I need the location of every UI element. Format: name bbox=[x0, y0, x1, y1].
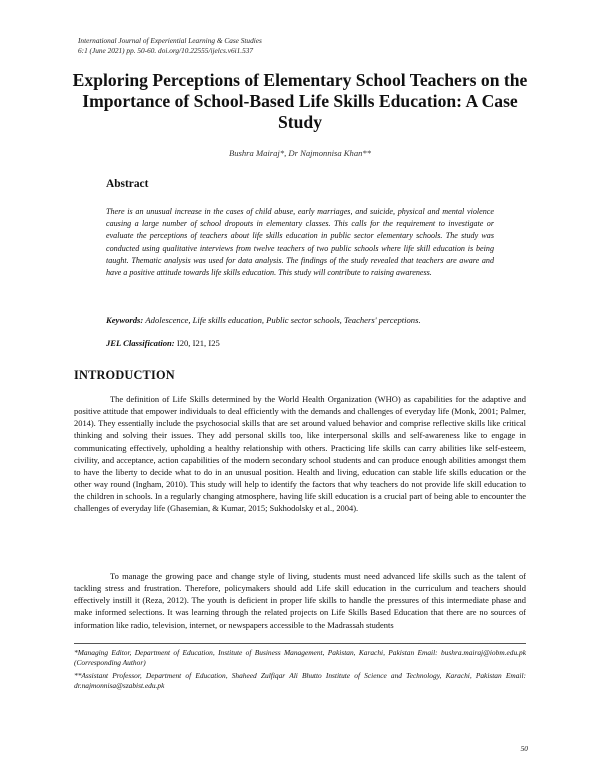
page-number: 50 bbox=[520, 744, 528, 753]
journal-name: International Journal of Experiential Learning & Case Studies bbox=[78, 36, 262, 45]
footnote-author-2: **Assistant Professor, Department of Education, Shaheed Zulfiqar Ali Bhutto Institute of Science and Technology, Karachi, Pakistan Email: dr.najmonnisa@szabist.edu.pk bbox=[74, 670, 526, 691]
footnote-divider bbox=[74, 643, 526, 644]
keywords bbox=[106, 314, 494, 326]
jel-classification bbox=[106, 337, 494, 349]
introduction-paragraph-2 bbox=[74, 570, 526, 631]
jel-label: JEL Classification: bbox=[106, 338, 175, 348]
paper-title: Exploring Perceptions of Elementary School Teachers on the Importance of School-Based Life Skills Education: A Case Study bbox=[72, 70, 528, 132]
abstract-heading: Abstract bbox=[106, 178, 149, 190]
jel-value: I20, I21, I25 bbox=[176, 338, 220, 348]
keywords-label: Keywords: bbox=[106, 315, 144, 325]
author-line: Bushra Mairaj*, Dr Najmonnisa Khan** bbox=[228, 148, 372, 158]
footnotes bbox=[74, 648, 526, 694]
footnote-author-1: *Managing Editor, Department of Education, Institute of Business Management, Pakistan, Karachi, Pakistan Email: bushra.mairaj@iobm.edu.pk (Corresponding Author) bbox=[74, 648, 526, 668]
paragraph-text: The definition of Life Skills determined by the World Health Organization (WHO) as capabilities for the adaptive and positive attitude that empower individuals to deal efficiently with the demands and challenges of everyday life (Monk, 2001; Palmer, 2014). They essentially include the psychosocial skills that are set around valued behavior and comprise reflective skills like critical thinking and solving their issues. They add personal skills too, like interpersonal skills and self-awareness like to engage in communicating effectively, upholding a healthy relationship with others. Practicing life skills can carry abilities like self-esteem, civility, and acceptance, action capabilities of the modern secondary school students and can produce enough abilities amongst them to have the liberty to decide what to do in an unusual position. Health and living, education can stable life skills education or the other way round (Ingham, 2010). This study will help to identify the factors that why teachers do not provide life skill education to the children in schools. In a regularly changing atmosphere, having life skill education is a crucial part of being able to encounter the challenges of everyday life (Ghasemian, & Kumar, 2015; Sukhodolsky et al., 2004). bbox=[74, 394, 526, 514]
paragraph-text: To manage the growing pace and change style of living, students must need advanced life skills such as the talent of tackling stress and frustration. Therefore, policymakers should add Life skill education in the curriculum and teachers should effectively instill it (Reza, 2012). The youth is deficient in proper life skills to handle the pressures of this intermediate phase and make informed selections. It was learning through the related projects on Life Skills Based Education that there are no sources of information like radio, television, internet, or newspapers accessible to the Madrassah students bbox=[74, 571, 526, 630]
introduction-paragraph-1 bbox=[74, 393, 526, 515]
abstract-text: There is an unusual increase in the cases of child abuse, early marriages, and suicide, physical and mental violence causing a large number of school dropouts in elementary classes. This calls for the requirement to investigate or evaluate the perceptions of teachers about life skills education in public sector elementary schools. The study was conducted using qualitative interviews from twelve teachers of two public schools where life skill education is being taught. Thematic analysis was used for data analysis. The findings of the study revealed that teachers are aware and have a positive attitude towards life skills education. This study will contribute to raising awareness. bbox=[106, 207, 494, 278]
journal-header bbox=[78, 36, 518, 56]
journal-citation: 6:1 (June 2021) pp. 50-60. doi.org/10.22555/ijelcs.v6i1.537 bbox=[78, 46, 254, 55]
introduction-heading: INTRODUCTION bbox=[74, 368, 175, 382]
keywords-value: Adolescence, Life skills education, Public sector schools, Teachers' perceptions. bbox=[145, 315, 421, 325]
